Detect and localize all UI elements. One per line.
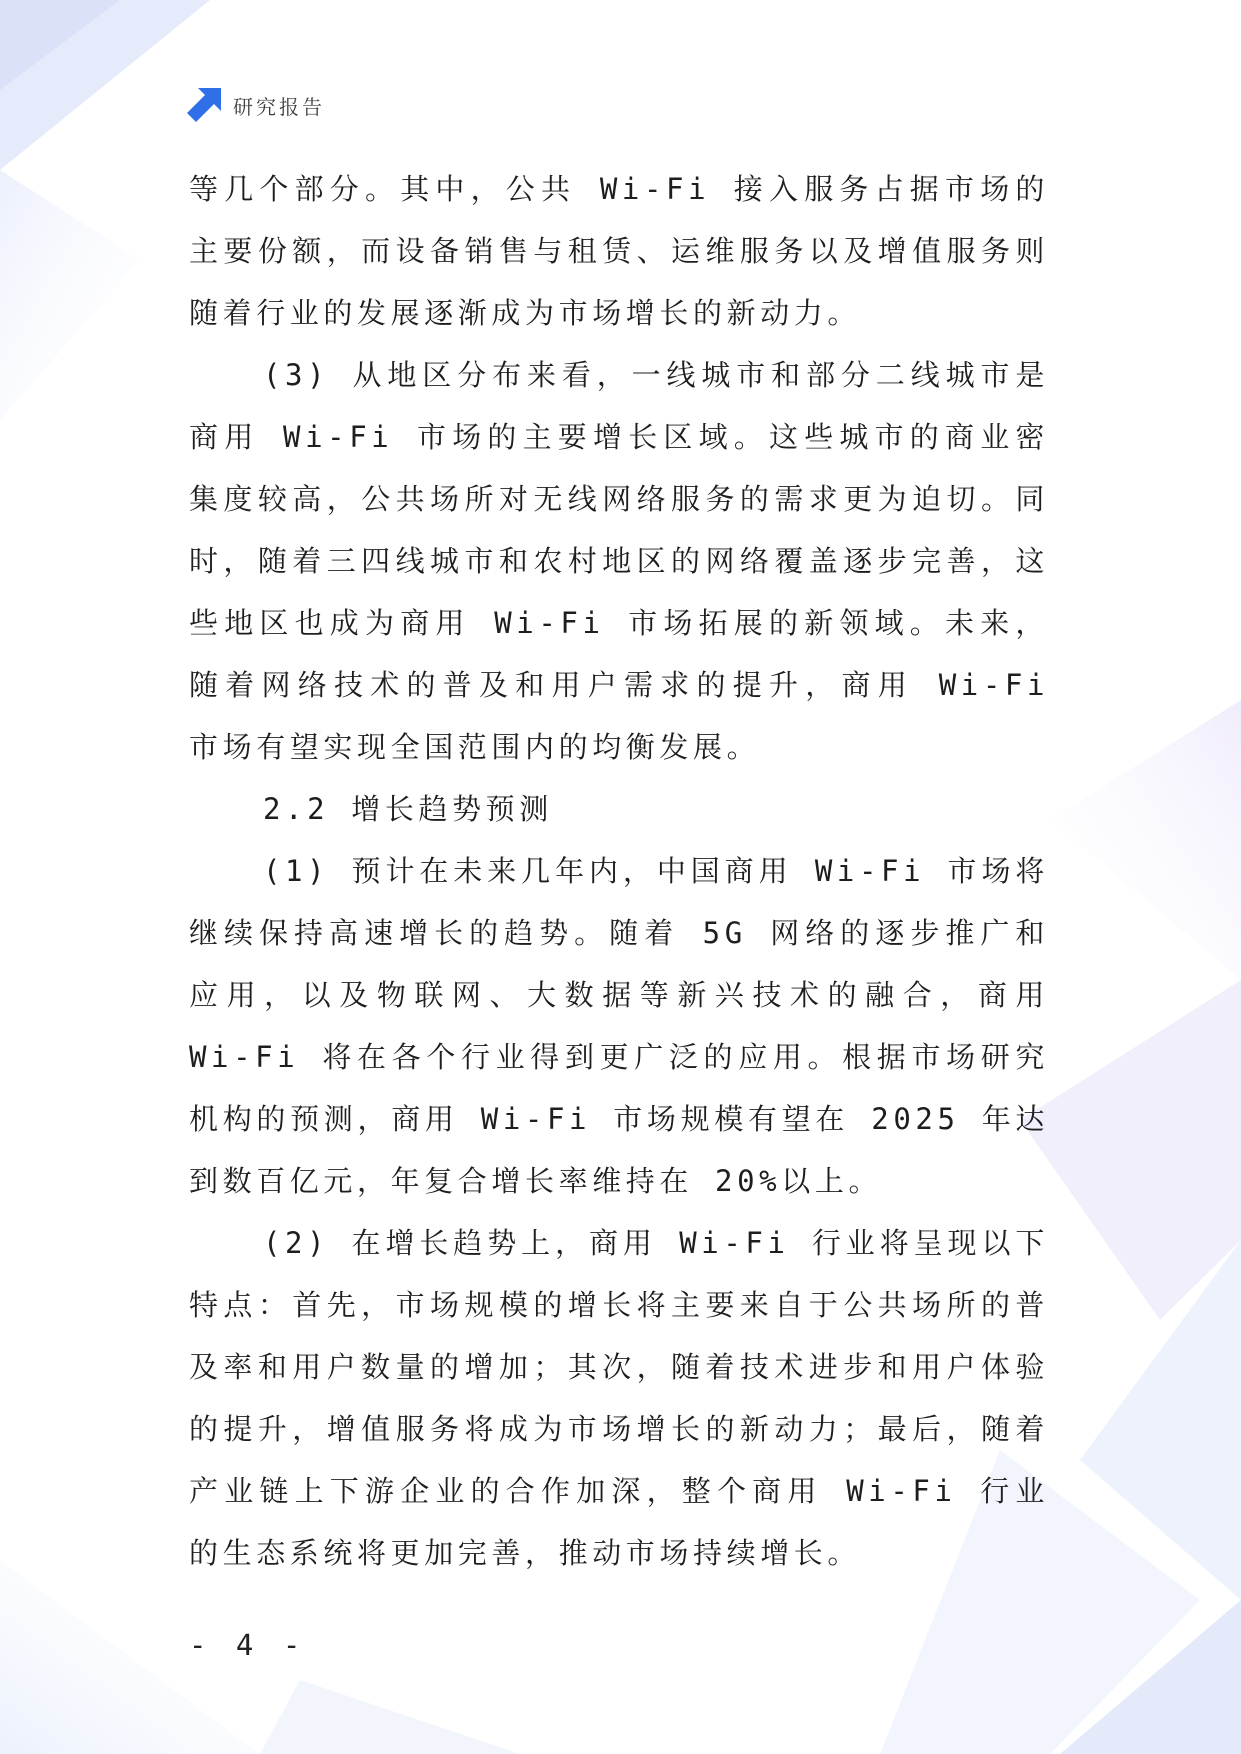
section-heading: 2.2 增长趋势预测 <box>263 792 553 826</box>
page-number: - 4 - <box>189 1628 307 1662</box>
paragraph-regional-distribution: (3) 从地区分布来看，一线城市和部分二线城市是商用 Wi-Fi 市场的主要增长区域。这些城市的商业密集度较高，公共场所对无线网络服务的需求更为迫切。同时，随着三四线城市和农村地区的网络覆盖逐步完善，这些地区也成为商用 Wi-Fi 市场拓展的新领域。未来，随着网络技术的普及和用户需求的提升，商用 Wi-Fi 市场有望实现全国范围内的均衡发展。 <box>189 358 1049 764</box>
paragraph-growth-forecast: (1) 预计在未来几年内，中国商用 Wi-Fi 市场将继续保持高速增长的趋势。随着 5G 网络的逐步推广和应用，以及物联网、大数据等新兴技术的融合，商用 Wi-Fi 将在各个行业得到更广泛的应用。根据市场研究机构的预测，商用 Wi-Fi 市场规模有望在 2025 年达到数百亿元，年复合增长率维持在 20%以上。 <box>189 854 1049 1198</box>
paragraph-continued: 等几个部分。其中，公共 Wi-Fi 接入服务占据市场的主要份额，而设备销售与租赁、运维服务以及增值服务则随着行业的发展逐渐成为市场增长的新动力。 <box>189 172 1049 330</box>
arrow-up-right-icon <box>187 88 221 122</box>
document-body <box>189 158 1049 1584</box>
report-header <box>187 88 325 122</box>
paragraph-growth-features: (2) 在增长趋势上，商用 Wi-Fi 行业将呈现以下特点：首先，市场规模的增长将主要来自于公共场所的普及率和用户数量的增加；其次，随着技术进步和用户体验的提升，增值服务将成为市场增长的新动力；最后，随着产业链上下游企业的合作加深，整个商用 Wi-Fi 行业的生态系统将更加完善，推动市场持续增长。 <box>189 1226 1049 1570</box>
header-title: 研究报告 <box>233 94 325 119</box>
